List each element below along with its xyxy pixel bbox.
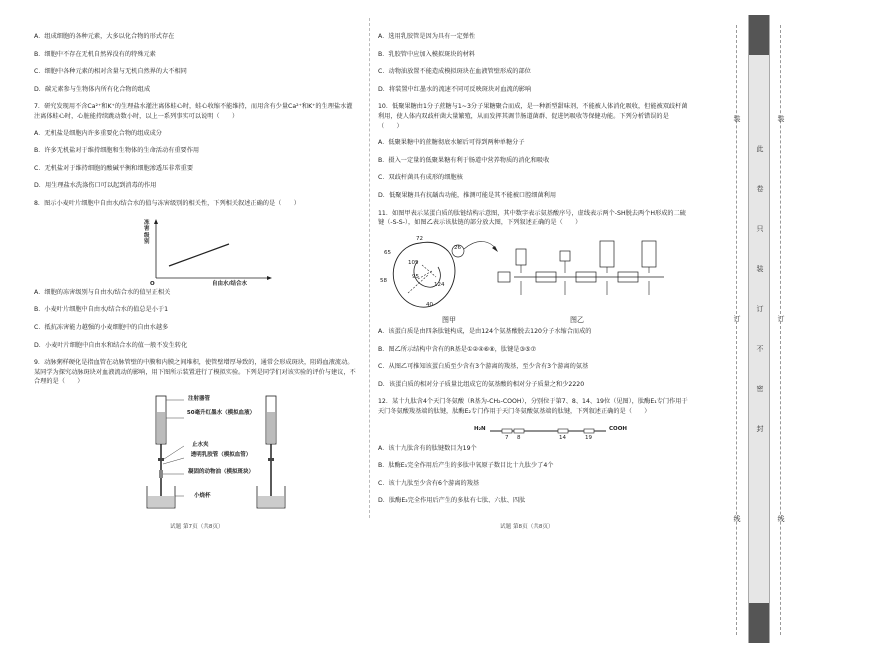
q9-option-c: C．动物油放置不能造成模拟斑块在血液管壁形成的部位 (378, 68, 531, 76)
q12-pos-8: 8 (517, 434, 521, 441)
q8-x-label: 自由水/结合水 (212, 280, 248, 287)
q8-chart (34, 216, 356, 288)
left-column (34, 32, 356, 512)
q9-label-clamp: 止水夹 (192, 441, 209, 448)
q7-option-d: D．用生理盐水洗涤伤口可以起到消毒的作用 (34, 182, 157, 190)
outer-mark-1: 装 (733, 115, 741, 122)
q6-option-b: B．细胞中不存在无机自然界没有的特殊元素 (34, 50, 156, 58)
q12-c-terminus: COOH (609, 425, 627, 432)
q9-option-d: D．将装置中红墨水的流速不同可反映斑块对血流的影响 (378, 85, 532, 93)
q7-option-a: A．无机盐是细胞内许多重要化合物的组成成分 (34, 129, 162, 137)
q11-stem: 11．如图甲表示某蛋白质的肽链结构示意图，其中数字表示氨基酸序号，虚线表示两个-SH脱去两个H形成的二硫键（-S-S-），如图乙表示该肽链的部分放大图，下列叙述正确的是（ ） (378, 209, 686, 227)
q10-stem: 10．低聚果糖由1分子蔗糖与1~3分子果糖聚合而成，是一种新型甜味剂，不能被人体消化吸收，但能被双歧杆菌利用，使人体内双歧杆菌大量繁殖，从而发挥其调节肠道菌群、促进钙吸收等保健功能。下列分析错误的是（ ） (378, 103, 688, 130)
num-72: 72 (416, 235, 423, 242)
q12-option-d: D．肽酶E₂完全作用后产生的多肽有七肽、六肽、四肽 (378, 497, 526, 505)
q9-label-red-ink: 50毫升红墨水（模拟血液） (186, 409, 256, 416)
q8-x-arrow (267, 276, 272, 280)
right-clamp (268, 458, 274, 461)
q9-stem: 9．动脉粥样硬化是指血管在动脉管壁的中膜和内膜之间堆积，使管壁增厚导致的，通常会形成斑块，阻碍血液流动。某同学为探究动脉斑块对血液流动的影响，用下图所示装置进行了模拟实验。下列是同学们对该实验的评价与建议，不合理的是（ ） (34, 359, 356, 386)
q12-n-terminus: H₂N (474, 425, 486, 432)
num-65: 65 (384, 249, 391, 256)
right-beaker-liquid (258, 496, 284, 507)
right-red-ink (267, 412, 275, 443)
q12-figure (378, 424, 690, 444)
q11-diagram (378, 235, 690, 327)
num-58: 58 (380, 277, 387, 284)
q12-pos-14: 14 (559, 434, 566, 441)
q8-origin: O (150, 280, 155, 287)
outer-mark-3: 线 (733, 515, 741, 522)
q11-option-a: A．该蛋白质是由四条肽链构成，是由124个氨基酸脱去120分子水缩合而成的 (378, 327, 592, 335)
seal-char-6: 不 (756, 345, 764, 352)
q6-option-a: A．组成细胞的各种元素，大多以化合物的形式存在 (34, 33, 175, 40)
fig-yi-caption: 图乙 (570, 315, 584, 324)
outer-mark-2: 订 (733, 315, 741, 322)
q9-figure (34, 394, 356, 512)
q8-figure (34, 216, 356, 288)
q11-option-c: C．从图乙可推知该蛋白质至少含有3个游离的羧基，至少含有3个游离的氨基 (378, 363, 589, 371)
r-group-2 (516, 249, 526, 265)
seal-strip (748, 15, 770, 643)
seal-char-2: 卷 (756, 185, 764, 192)
q12-option-a: A．该十九肽含有的肽键数目为19个 (378, 444, 477, 452)
q10-option-c: C．双歧杆菌具有成形的细胞核 (378, 174, 463, 182)
q12-option-c: C．该十九肽至少含有6个游离的羧基 (378, 479, 480, 487)
q9-option-b: B．乳胶管中应加入模拟斑块的材料 (378, 50, 476, 58)
inner-mark-3: 线 (777, 515, 785, 522)
right-footer: 试题 第8页（共8页） (500, 524, 554, 530)
q10-option-b: B．摄入一定量的低聚果糖有利于肠道中营养物质的消化和吸收 (378, 156, 550, 164)
q8-y-arrow (154, 219, 158, 224)
q7-option-b: B．许多无机盐对于维持细胞和生物体的生命活动有重要作用 (34, 147, 200, 155)
num-26: 26 (454, 244, 461, 251)
q12-pos-19: 19 (585, 434, 592, 441)
q12-option-b: B．肽酶E₁完全作用后产生的多肽中氧原子数目比十九肽少了4个 (378, 462, 554, 470)
q9-label-beaker: 小烧杯 (194, 492, 211, 499)
left-clamp (158, 458, 164, 461)
q10-option-a: A．低聚果糖中的蔗糖彻底水解后可得到两种单糖分子 (378, 139, 525, 147)
q8-option-c: C．抵抗冻害能力越强的小麦细胞中的自由水越多 (34, 323, 169, 331)
q11-option-b: B．图乙所示结构中含有的R基是①②④⑥⑧，肽键是③⑤⑦ (378, 345, 537, 353)
q9-label-latex-tube: 透明乳胶管（模拟血管） (190, 451, 252, 458)
column-divider (369, 18, 370, 518)
q6-option-d: D．碳元素参与生物体内所有化合物的组成 (34, 85, 151, 93)
q12-peptide-chain (378, 424, 690, 444)
q8-option-b: B．小麦叶片细胞中自由水/结合水的值总是小于1 (34, 306, 169, 314)
seal-char-4: 装 (756, 265, 764, 272)
q12-stem: 12．某十九肽含4个天门冬氨酸（R基为-CH₂-COOH），分别位于第7、8、14、19位（见图），肽酶E₁专门作用于天门冬氨酸羧基端的肽键，肽酶E₂专门作用于天门冬氨酸氨基端的肽键，下列叙述正确的是（ ） (378, 398, 688, 415)
q8-y-label: 冻害级别 (144, 219, 150, 246)
q6-option-c: C．细胞中各种元素的相对含量与无机自然界的大不相同 (34, 68, 187, 76)
num-95: 95 (412, 273, 419, 280)
r-group-4 (560, 251, 570, 261)
q7-option-c: C．无机盐对于维持细胞的酸碱平衡和细胞渗透压非常重要 (34, 164, 194, 172)
r-group-8 (642, 241, 656, 267)
num-105: 105 (408, 259, 419, 266)
q9-label-syringe: 注射器管 (188, 395, 211, 402)
inner-mark-1: 装 (777, 115, 785, 122)
r-group-1 (498, 272, 510, 282)
seal-block-bottom (749, 603, 769, 643)
fig-jia-caption: 图甲 (442, 315, 456, 324)
q11-option-d: D．该蛋白质的相对分子质量比组成它的氨基酸的相对分子质量之和少2220 (378, 380, 585, 388)
q8-option-d: D．小麦叶片细胞中自由水和结合水的值一般不发生转化 (34, 341, 188, 349)
seal-char-5: 订 (756, 305, 764, 312)
q12-pos-7: 7 (505, 434, 509, 441)
q7-stem: 7．研究发现用不含Ca²⁺和K⁺的生理盐水灌注离体蛙心时，蛙心收缩不能维持，而用含有少量Ca²⁺和K⁺的生理盐水灌注离体蛙心时，心脏能持续跳动数小时，以上一系列事实可以说明（ ） (34, 103, 353, 121)
q8-trend-line (169, 244, 229, 266)
q8-option-a: A．细胞的冻害级别与自由水/结合水的值呈正相关 (34, 288, 171, 296)
left-red-ink (157, 412, 165, 443)
left-beaker-liquid (148, 496, 174, 507)
q8-stem: 8．图示小麦叶片细胞中自由水/结合水的值与冻害级别的相关性，下列相关叙述正确的是（ ） (34, 200, 300, 208)
q11-figure (378, 235, 690, 327)
seal-block-top (749, 15, 769, 55)
seal-char-3: 只 (756, 225, 764, 232)
left-footer: 试题 第7页（共8页） (170, 524, 224, 530)
num-124: 124 (434, 281, 445, 288)
enlarge-arrow (464, 241, 496, 249)
seal-char-7: 密 (756, 385, 764, 392)
seal-char-8: 封 (756, 425, 764, 432)
inner-mark-2: 订 (777, 315, 785, 322)
num-40: 40 (426, 301, 433, 308)
right-column (378, 32, 690, 514)
seal-char-1: 此 (756, 145, 764, 152)
left-plaque (159, 470, 163, 478)
polypeptide-chain (393, 242, 455, 307)
q10-option-d: D．低聚果糖具有抗龋齿功能，推测可能是其不能被口腔细菌利用 (378, 192, 557, 200)
q9-option-a: A．选用乳胶管是因为具有一定弹性 (378, 33, 476, 40)
r-group-6 (600, 241, 614, 267)
q9-label-plaque: 凝固的动物油（模拟斑块） (187, 468, 254, 475)
